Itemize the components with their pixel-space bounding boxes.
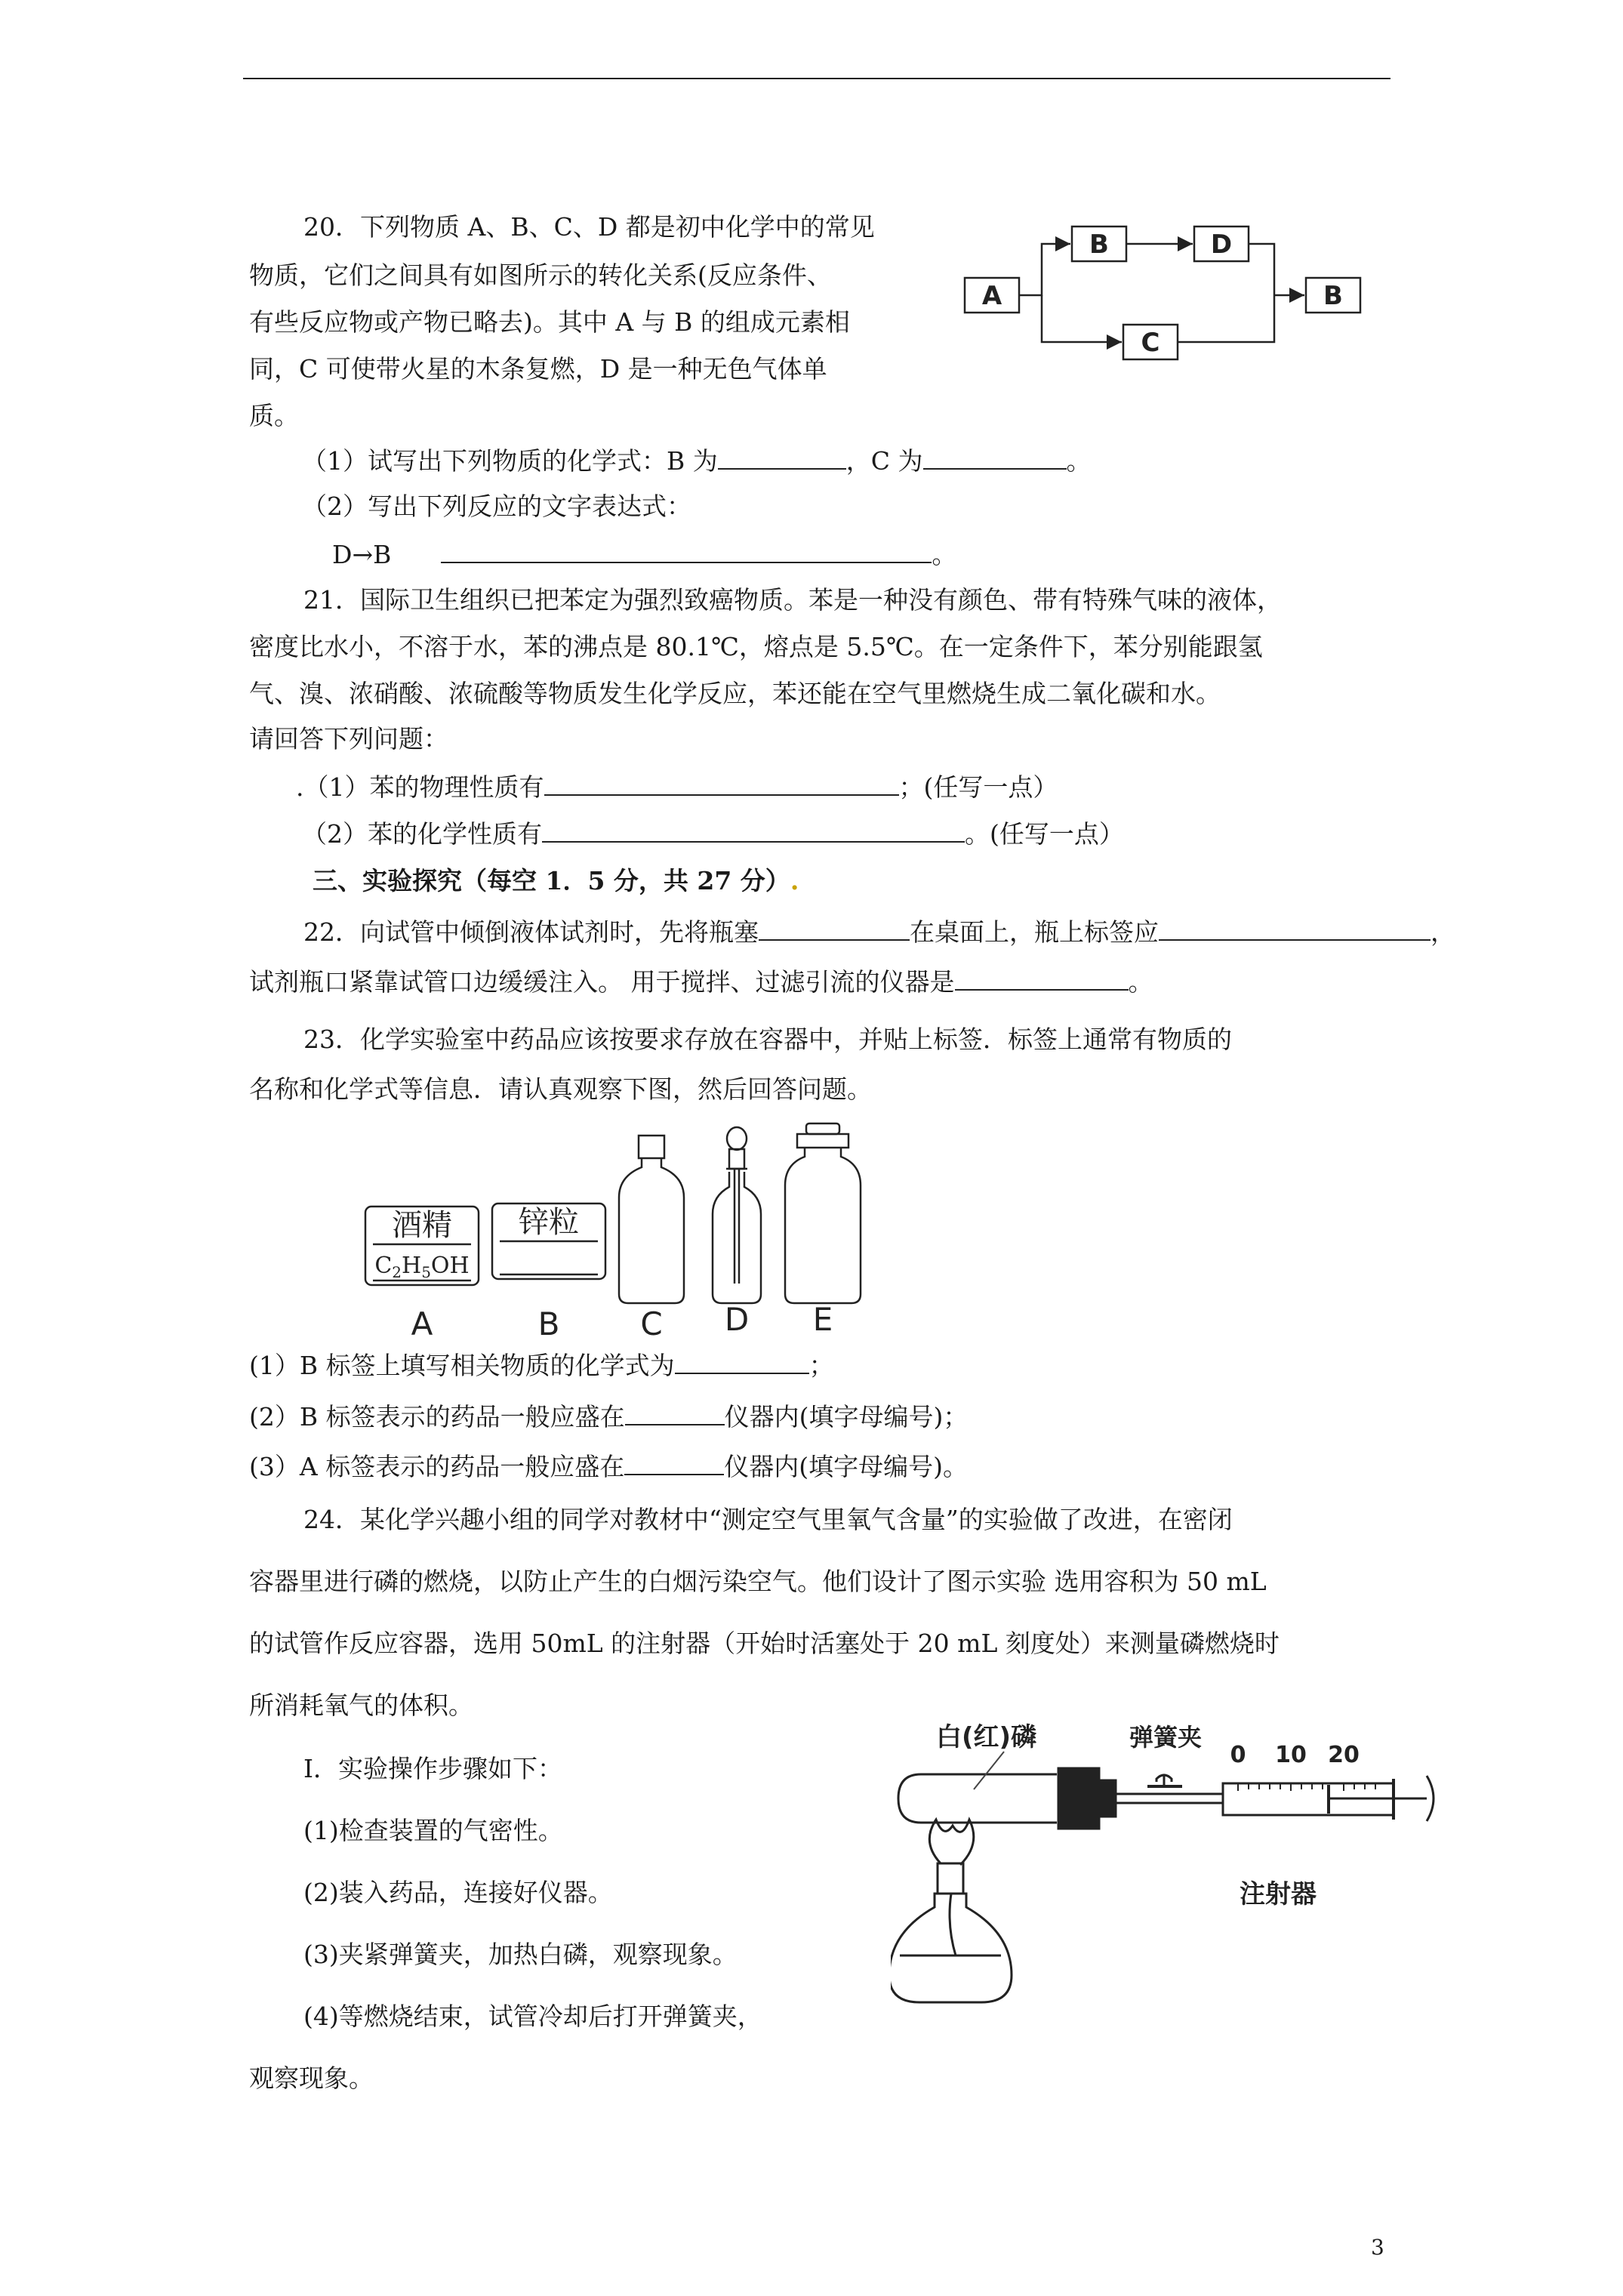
q23-line-2: 名称和化学式等信息．请认真观察下图，然后回答问题。	[249, 1074, 872, 1104]
label-syringe: 注射器	[1240, 1879, 1317, 1909]
bottle-c-cap	[639, 1136, 664, 1158]
q24-steps-title: I．实验操作步骤如下：	[303, 1754, 563, 1783]
q24-step-4: (4)等燃烧结束，试管冷却后打开弹簧夹，	[303, 2002, 762, 2031]
diagram-label-a: A	[981, 281, 1002, 311]
q24-line-1: 24．某化学兴趣小组的同学对教材中“测定空气里氧气含量”的实验做了改进，在密闭	[303, 1505, 1233, 1534]
q23-bottles-figure	[355, 1122, 913, 1341]
q24-apparatus-figure	[891, 1706, 1442, 2039]
q24-line-2: 容器里进行磷的燃烧，以防止产生的白烟污染空气。他们设计了图示实验 选用容积为 50 mL	[249, 1567, 1267, 1596]
q24-step-4-cont: 观察现象。	[249, 2063, 374, 2093]
diagram-label-b1: B	[1089, 230, 1109, 260]
rubber-stopper	[1058, 1768, 1099, 1829]
bottle-d-body	[713, 1172, 761, 1303]
q24-step-1: (1)检查装置的气密性。	[303, 1816, 563, 1845]
letter-e: E	[812, 1301, 833, 1338]
q22-line-1: 22．向试管中倾倒液体试剂时，先将瓶塞 在桌面上，瓶上标签应 ，	[303, 914, 1455, 950]
q20-sub2: （2）写出下列反应的文字表达式：	[302, 492, 691, 521]
page-number: 3	[1371, 2235, 1384, 2260]
q21-sub2: （2）苯的化学性质有 。(任写一点）	[302, 815, 1124, 852]
q22-line-2: 试剂瓶口紧靠试管口边缓缓注入。 用于搅拌、过滤引流的仪器是 。	[249, 963, 1153, 1000]
letter-a: A	[411, 1305, 433, 1341]
q20-line-1: 20．下列物质 A、B、C、D 都是初中化学中的常见	[303, 212, 875, 242]
label-spring-clamp: 弹簧夹	[1129, 1723, 1203, 1752]
q20-reaction: D→B 。	[332, 536, 956, 572]
q20-line-2: 物质，它们之间具有如图所示的转化关系(反应条件、	[249, 260, 832, 290]
q20-conversion-diagram	[959, 219, 1381, 378]
label-phosphorus: 白(红)磷	[936, 1722, 1037, 1752]
q20-line-5: 质。	[249, 401, 299, 430]
label-a-name: 酒精	[392, 1208, 452, 1243]
letter-c: C	[640, 1305, 663, 1341]
q20-line-3: 有些反应物或产物已略去)。其中 A 与 B 的组成元素相	[249, 307, 850, 337]
q21-line-1: 21．国际卫生组织已把苯定为强烈致癌物质。苯是一种没有颜色、带有特殊气味的液体，	[303, 585, 1282, 615]
section-3-title: 三、实验探究（每空 1．5 分，共 27 分）.	[313, 866, 799, 895]
header-rule	[243, 78, 1390, 79]
label-b-name: 锌粒	[519, 1205, 579, 1240]
test-tube	[898, 1774, 1057, 1823]
q24-line-3: 的试管作反应容器，选用 50mL 的注射器（开始时活塞处于 20 mL 刻度处）来测量磷燃烧时	[249, 1629, 1280, 1658]
letter-d: D	[724, 1301, 750, 1338]
q23-sub3: (3）A 标签表示的药品一般应盛在 仪器内(填字母编号)。	[249, 1448, 968, 1484]
q24-step-3: (3)夹紧弹簧夹，加热白磷，观察现象。	[303, 1940, 738, 1969]
bottle-e-stopper	[806, 1123, 839, 1134]
scale-0: 0	[1230, 1742, 1246, 1768]
scale-20: 20	[1328, 1742, 1360, 1768]
q23-sub1: (1）B 标签上填写相关物质的化学式为 ；	[249, 1347, 834, 1383]
label-a-formula: $C_2H_5OH$	[374, 1253, 470, 1281]
q21-line-4: 请回答下列问题：	[249, 724, 448, 754]
q20-line-4: 同，C 可使带火星的木条复燃，D 是一种无色气体单	[249, 354, 827, 384]
q21-line-2: 密度比水小，不溶于水，苯的沸点是 80.1℃，熔点是 5.5℃。在一定条件下，苯分别能跟氢	[249, 632, 1263, 661]
q24-step-2: (2)装入药品，连接好仪器。	[303, 1878, 613, 1907]
bottle-c-body	[619, 1158, 684, 1303]
dropper-bulb	[727, 1127, 747, 1150]
diagram-label-c: C	[1141, 328, 1160, 358]
q23-line-1: 23．化学实验室中药品应该按要求存放在容器中，并贴上标签．标签上通常有物质的	[303, 1025, 1232, 1054]
diagram-label-b2: B	[1323, 281, 1343, 311]
flame	[929, 1820, 974, 1865]
q24-line-4: 所消耗氧气的体积。	[249, 1690, 473, 1720]
diagram-label-d: D	[1210, 230, 1233, 260]
q21-sub1: .（1）苯的物理性质有 ；(任写一点）	[296, 769, 1058, 805]
scale-10: 10	[1275, 1742, 1307, 1768]
bottle-e-body	[785, 1148, 861, 1303]
q23-sub2: (2）B 标签表示的药品一般应盛在 仪器内(填字母编号)；	[249, 1398, 968, 1435]
q20-sub1: （1）试写出下列物质的化学式：B 为 ，C 为 。	[302, 442, 1092, 479]
q21-line-3: 气、溴、浓硝酸、浓硫酸等物质发生化学反应，苯还能在空气里燃烧生成二氧化碳和水。	[249, 679, 1221, 708]
alcohol-lamp	[891, 1894, 1012, 2002]
letter-b: B	[537, 1305, 560, 1341]
